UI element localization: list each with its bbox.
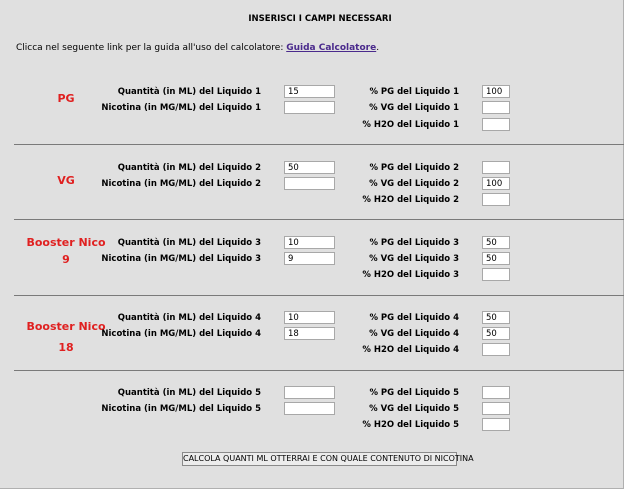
pg-input-1[interactable] [482, 85, 510, 98]
quantity-input-3[interactable] [284, 236, 335, 249]
nicotine-label-2: Nicotina (in MG/ML) del Liquido 2 [101, 179, 261, 189]
quantity-input-2[interactable] [284, 161, 335, 174]
vg-label-4: % VG del Liquido 4 [369, 329, 459, 339]
vg-label-3: % VG del Liquido 3 [369, 254, 459, 264]
intro-text: Clicca nel seguente link per la guida all'uso del calcolatore: [16, 43, 287, 53]
quantity-input-1[interactable] [284, 85, 335, 98]
divider [14, 144, 624, 145]
pg-input-4[interactable] [482, 311, 510, 324]
divider [14, 295, 624, 296]
pg-input-3[interactable] [482, 236, 510, 249]
divider [14, 370, 624, 371]
guide-link[interactable]: Guida Calcolatore [286, 43, 377, 53]
pg-label-3: % PG del Liquido 3 [369, 238, 459, 248]
quantity-input-5[interactable] [284, 386, 335, 399]
pg-label-2: % PG del Liquido 2 [369, 163, 459, 173]
h2o-label-3: % H2O del Liquido 3 [362, 270, 459, 280]
vg-input-4[interactable] [482, 327, 510, 340]
quantity-label-5: Quantità (in ML) del Liquido 5 [117, 388, 261, 398]
nicotine-input-5[interactable] [284, 402, 335, 415]
group-label-line2: 18 [58, 341, 74, 354]
nicotine-label-4: Nicotina (in MG/ML) del Liquido 4 [101, 329, 261, 339]
group-label-line1: Booster Nico [26, 320, 106, 333]
pg-label-1: % PG del Liquido 1 [369, 87, 459, 97]
pg-input-5[interactable] [482, 386, 510, 399]
quantity-label-1: Quantità (in ML) del Liquido 1 [117, 87, 261, 97]
vg-input-3[interactable] [482, 252, 510, 265]
h2o-label-5: % H2O del Liquido 5 [362, 420, 459, 430]
pg-label-4: % PG del Liquido 4 [369, 313, 459, 323]
divider [14, 219, 624, 220]
group-label-line1: PG [57, 92, 75, 105]
h2o-input-4[interactable] [482, 343, 510, 356]
h2o-input-2[interactable] [482, 193, 510, 206]
nicotine-label-1: Nicotina (in MG/ML) del Liquido 1 [101, 103, 261, 113]
quantity-label-3: Quantità (in ML) del Liquido 3 [117, 238, 261, 248]
h2o-input-1[interactable] [482, 118, 510, 131]
nicotine-input-4[interactable] [284, 327, 335, 340]
nicotine-input-3[interactable] [284, 252, 335, 265]
quantity-label-2: Quantità (in ML) del Liquido 2 [117, 163, 261, 173]
pg-input-2[interactable] [482, 161, 510, 174]
h2o-label-2: % H2O del Liquido 2 [362, 195, 459, 205]
nicotine-label-3: Nicotina (in MG/ML) del Liquido 3 [101, 254, 261, 264]
form-title: INSERISCI I CAMPI NECESSARI [248, 14, 392, 24]
intro-line [16, 43, 379, 53]
vg-label-1: % VG del Liquido 1 [369, 103, 459, 113]
h2o-label-1: % H2O del Liquido 1 [362, 120, 459, 130]
h2o-label-4: % H2O del Liquido 4 [362, 345, 459, 355]
vg-input-2[interactable] [482, 177, 510, 190]
nicotine-label-5: Nicotina (in MG/ML) del Liquido 5 [101, 404, 261, 414]
vg-label-2: % VG del Liquido 2 [369, 179, 459, 189]
group-label-line1: VG [57, 174, 75, 187]
quantity-input-4[interactable] [284, 311, 335, 324]
h2o-input-5[interactable] [482, 418, 510, 431]
quantity-label-4: Quantità (in ML) del Liquido 4 [117, 313, 261, 323]
nicotine-input-1[interactable] [284, 101, 335, 114]
h2o-input-3[interactable] [482, 268, 510, 281]
group-label-line1: Booster Nico [26, 236, 106, 249]
vg-input-5[interactable] [482, 402, 510, 415]
pg-label-5: % PG del Liquido 5 [369, 388, 459, 398]
nicotine-input-2[interactable] [284, 177, 335, 190]
vg-input-1[interactable] [482, 101, 510, 114]
group-label-line2: 9 [62, 253, 70, 266]
intro-suffix: . [376, 43, 380, 53]
calculate-button[interactable]: CALCOLA QUANTI ML OTTERRAI E CON QUALE CONTENUTO DI NICOTINA [182, 452, 457, 466]
vg-label-5: % VG del Liquido 5 [369, 404, 459, 414]
